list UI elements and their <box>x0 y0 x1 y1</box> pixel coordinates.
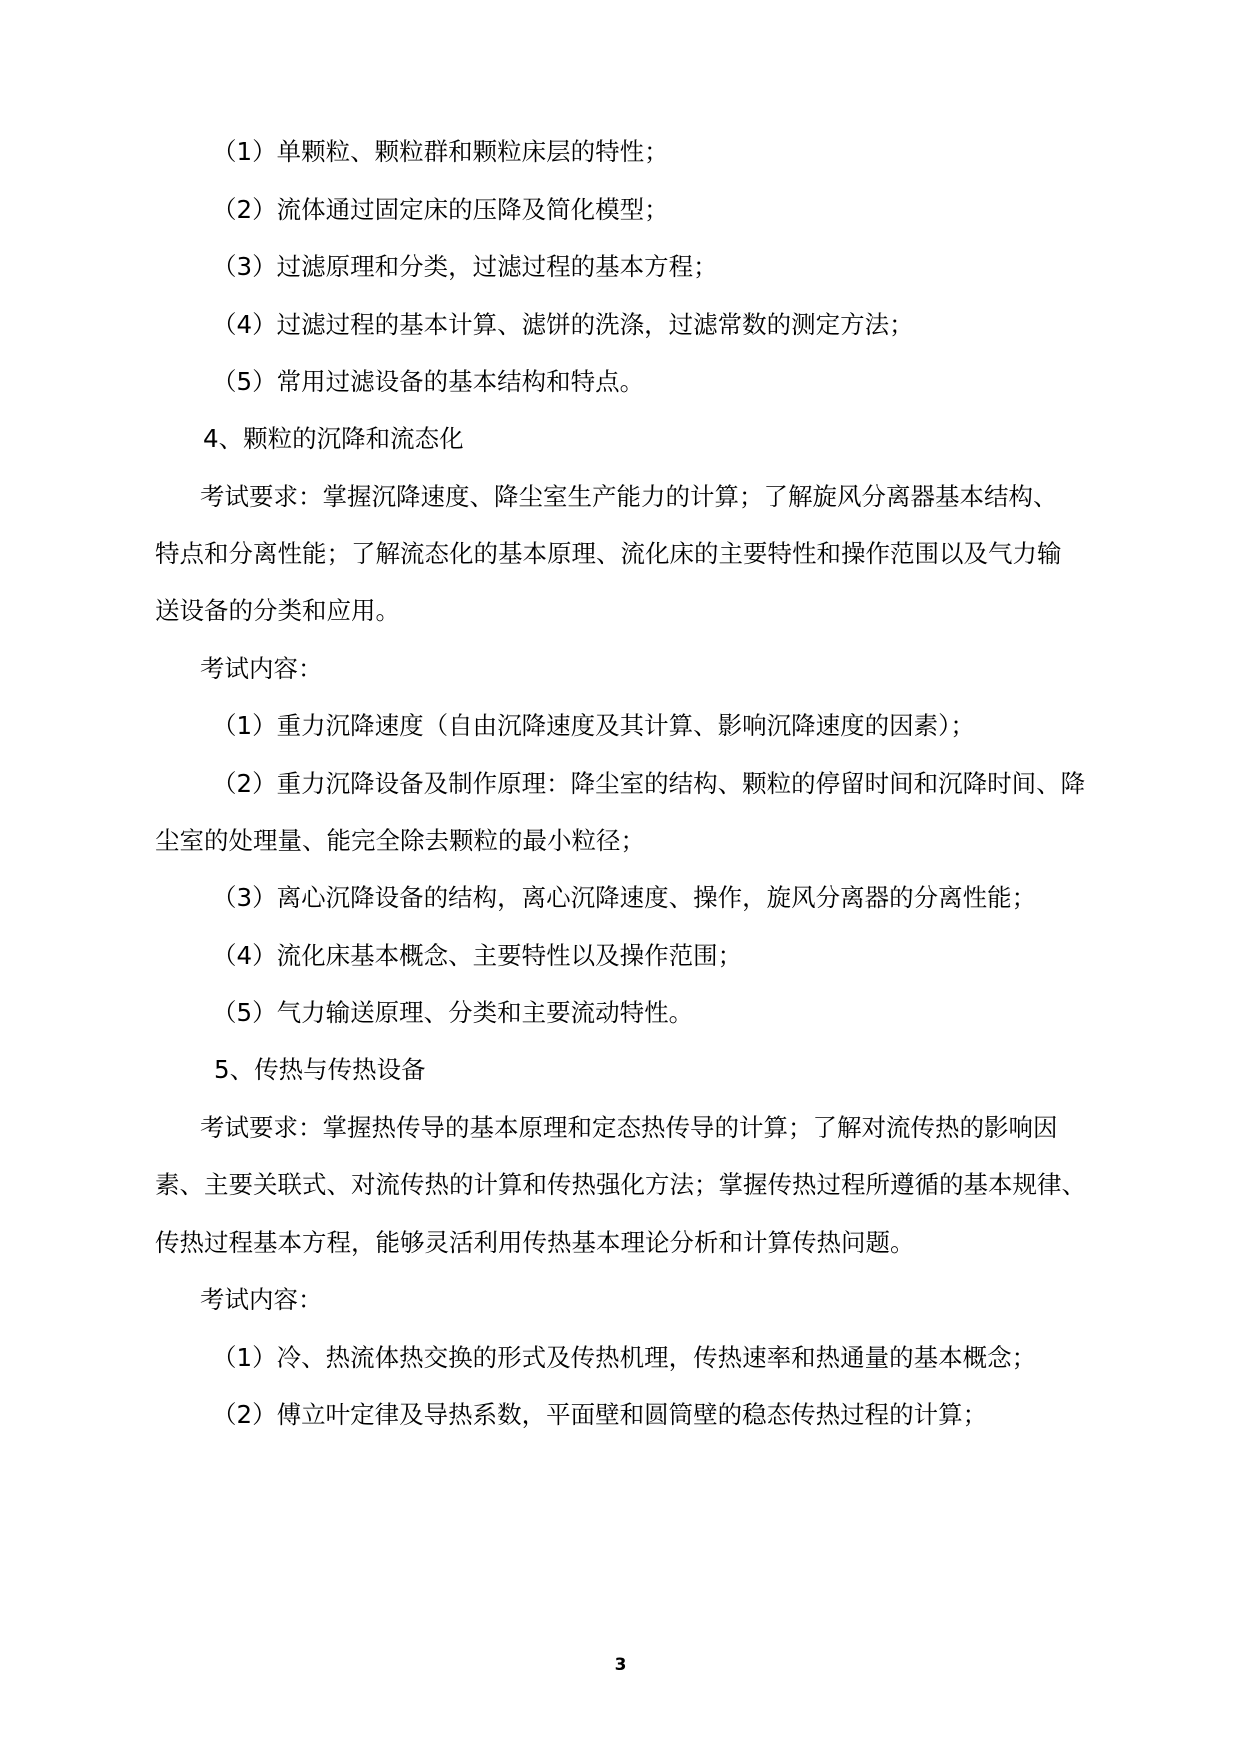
section-4-requirements-line-3: 送设备的分类和应用。 <box>155 596 400 625</box>
section-5-requirements-line-2: 素、主要关联式、对流传热的计算和传热强化方法；掌握传热过程所遵循的基本规律、 <box>155 1170 1086 1199</box>
item-4-filtration-calculation: （4）过滤过程的基本计算、滤饼的洗涤，过滤常数的测定方法； <box>212 310 914 339</box>
section-5-item-2: （2）傅立叶定律及导热系数，平面壁和圆筒壁的稳态传热过程的计算； <box>212 1400 988 1429</box>
item-3-filtration-principle: （3）过滤原理和分类，过滤过程的基本方程； <box>212 252 718 281</box>
section-4-item-2-line-1: （2）重力沉降设备及制作原理：降尘室的结构、颗粒的停留时间和沉降时间、降 <box>212 769 1086 798</box>
item-1-particle-properties: （1）单颗粒、颗粒群和颗粒床层的特性； <box>212 137 669 166</box>
section-4-requirements-line-1: 考试要求：掌握沉降速度、降尘室生产能力的计算；了解旋风分离器基本结构、 <box>200 482 1058 511</box>
section-4-content-label: 考试内容： <box>200 654 323 683</box>
section-4-item-5: （5）气力输送原理、分类和主要流动特性。 <box>212 998 694 1027</box>
section-4-item-2-line-2: 尘室的处理量、能完全除去颗粒的最小粒径； <box>155 826 645 855</box>
section-4-heading: 4、颗粒的沉降和流态化 <box>203 424 464 453</box>
page-number: 3 <box>614 1655 627 1675</box>
section-4-item-3: （3）离心沉降设备的结构，离心沉降速度、操作，旋风分离器的分离性能； <box>212 883 1037 912</box>
item-2-fixed-bed-pressure-drop: （2）流体通过固定床的压降及简化模型； <box>212 195 669 224</box>
section-5-content-label: 考试内容： <box>200 1285 323 1314</box>
section-4-item-1: （1）重力沉降速度（自由沉降速度及其计算、影响沉降速度的因素）； <box>212 711 975 740</box>
section-5-requirements-line-1: 考试要求：掌握热传导的基本原理和定态热传导的计算；了解对流传热的影响因 <box>200 1113 1058 1142</box>
section-5-heading: 5、传热与传热设备 <box>214 1055 426 1084</box>
section-4-requirements-line-2: 特点和分离性能；了解流态化的基本原理、流化床的主要特性和操作范围以及气力输 <box>155 539 1062 568</box>
section-4-item-4: （4）流化床基本概念、主要特性以及操作范围； <box>212 941 743 970</box>
item-5-filtration-equipment: （5）常用过滤设备的基本结构和特点。 <box>212 367 645 396</box>
section-5-requirements-line-3: 传热过程基本方程，能够灵活利用传热基本理论分析和计算传热问题。 <box>155 1228 915 1257</box>
section-5-item-1: （1）冷、热流体热交换的形式及传热机理，传热速率和热通量的基本概念； <box>212 1343 1037 1372</box>
